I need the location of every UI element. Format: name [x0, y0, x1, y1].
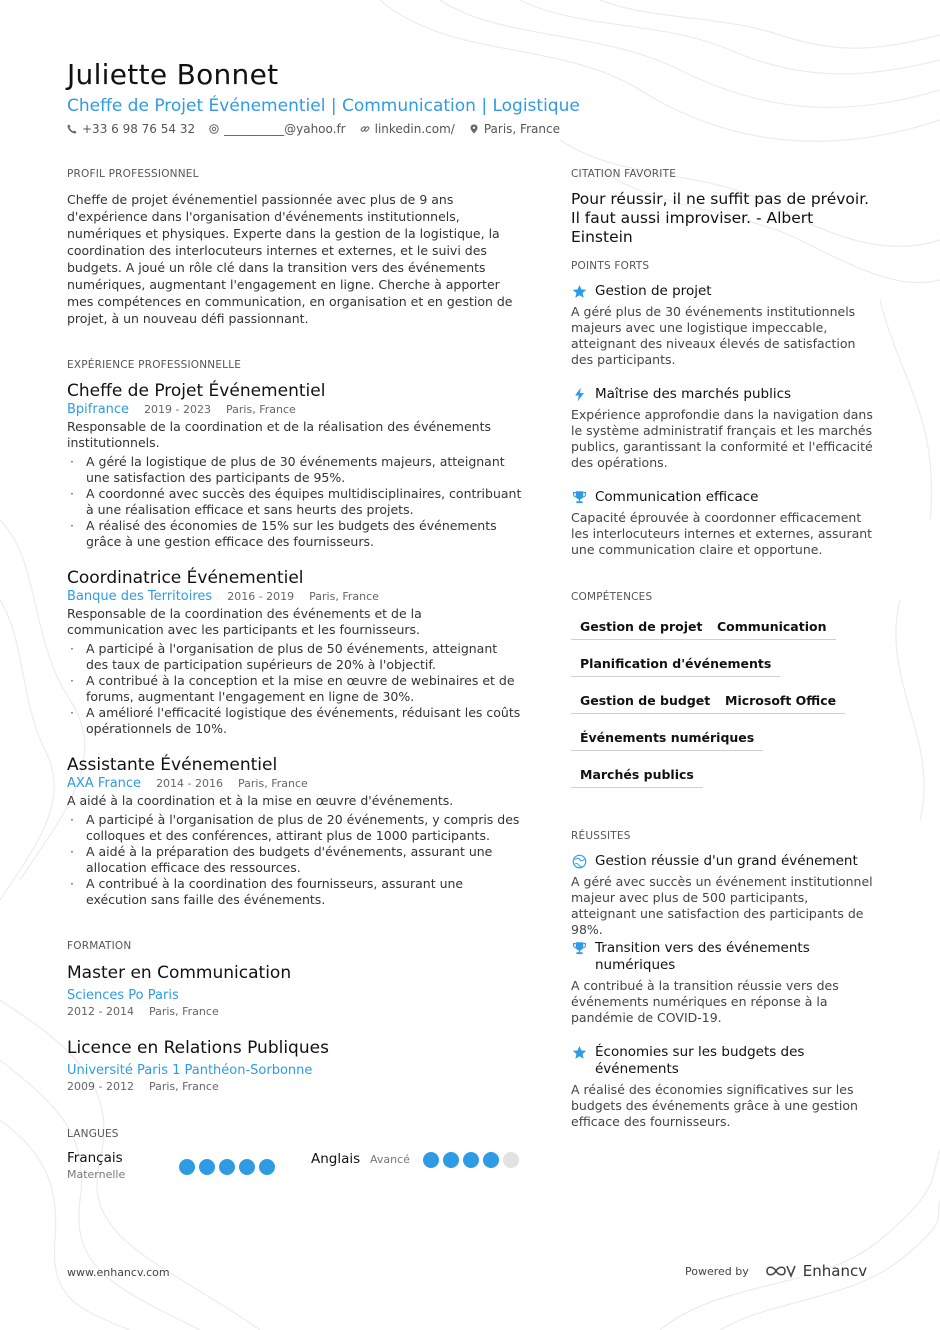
map-pin-icon: [469, 124, 479, 134]
profile-text: Cheffe de projet événementiel passionnée avec plus de 9 ans d'expérience dans l'organisation d'événements institutionnels, numériques et physiques. Experte dans la gestion de la logistique, la coordination des interlocuteurs internes et externes, et le suivi des budgets. A joué un rôle clé dans la transition vers des événements numériques, augmentant l'engagement en ligne. Cherche à apporter mes compétences en communication, en organisation et en gestion de projet, à un nouveau défi passionnant.: [67, 192, 513, 326]
candidate-name: Juliette Bonnet: [67, 58, 279, 91]
job-bullet: · A aidé à la préparation des budgets d'événements, assurant une allocation efficace des ressources.: [67, 844, 522, 876]
rating-dot-filled: [259, 1159, 275, 1175]
enhancv-logo-icon: [765, 1263, 797, 1279]
phone-contact[interactable]: [67, 122, 195, 136]
job-bullet: · A géré la logistique de plus de 30 événements majeurs, atteignant une satisfaction des participants de 95%.: [67, 454, 522, 486]
job-bullet: · A contribué à la conception et la mise en œuvre de webinaires et de forums, augmentant l'engagement en ligne de 30%.: [67, 673, 522, 705]
job-bullet: · A coordonné avec succès des équipes multidisciplinaires, contribuant à une réalisation efficace et sans heurts des projets.: [67, 486, 522, 518]
favorite-quote: Pour réussir, il ne suffit pas de prévoir. Il faut aussi improviser. - Albert Einstein: [571, 190, 870, 246]
language-level: Avancé: [370, 1153, 410, 1166]
rating-dot-filled: [483, 1152, 499, 1168]
job-company: Bpifrance: [67, 402, 130, 417]
job-bullet: · A participé à l'organisation de plus de 50 événements, atteignant des taux de participation supérieurs de 20% à l'objectif.: [67, 641, 522, 673]
skill-tag: Événements numériques: [571, 730, 763, 751]
job-meta: [67, 402, 296, 417]
strength-item: [571, 283, 876, 300]
star-icon: [572, 1045, 587, 1060]
language-rating: [179, 1159, 275, 1175]
job-location: Paris, France: [238, 777, 308, 790]
education-location: Paris, France: [148, 1005, 219, 1018]
job-description: Responsable de la coordination des événements et de la communication avec les participants et les fournisseurs.: [67, 606, 422, 637]
achievement-description: A réalisé des économies significatives sur les budgets des événements grâce à une gestion efficace des fournisseurs.: [571, 1082, 858, 1129]
job-bullet: · A contribué à la coordination des fournisseurs, assurant une exécution sans faille des événements.: [67, 876, 522, 908]
powered-by-text: Powered by: [685, 1264, 749, 1278]
rating-dot-filled: [199, 1159, 215, 1175]
achievement-title: Transition vers des événements numériques: [595, 940, 810, 973]
education-dates: 2009 - 2012: [67, 1080, 134, 1093]
achievements-heading: RÉUSSITES: [571, 830, 631, 842]
rating-dot-filled: [219, 1159, 235, 1175]
education-degree: Licence en Relations Publiques: [67, 1038, 329, 1058]
job-location: Paris, France: [309, 590, 379, 603]
location-text: Paris, France: [483, 122, 560, 136]
footer-website[interactable]: www.enhancv.com: [67, 1266, 170, 1279]
email-contact[interactable]: [209, 122, 346, 136]
rating-dot-filled: [423, 1152, 439, 1168]
job-bullet: · A réalisé des économies de 15% sur les budgets des événements grâce à une gestion efficace des fournisseurs.: [67, 518, 522, 550]
job-company: Banque des Territoires: [67, 589, 213, 604]
job-location: Paris, France: [226, 403, 296, 416]
strength-title: Gestion de projet: [595, 283, 712, 299]
job-bullet: · A amélioré l'efficacité logistique des événements, réduisant les coûts opérationnels de 10%.: [67, 705, 522, 737]
phone-text: +33 6 98 76 54 32: [82, 122, 196, 136]
job-title: Assistante Événementiel: [67, 755, 278, 775]
candidate-title: Cheffe de Projet Événementiel | Communication | Logistique: [67, 96, 580, 116]
job-description: Responsable de la coordination et de la réalisation des événements institutionnels.: [67, 419, 491, 450]
job-dates: 2014 - 2016: [156, 777, 224, 790]
education-location: Paris, France: [148, 1080, 219, 1093]
rating-dot-filled: [179, 1159, 195, 1175]
rating-dot-filled: [443, 1152, 459, 1168]
strength-description: Expérience approfondie dans la navigation dans le système administratif français et les marchés publics, garantissant la conformité et l'efficacité des opérations.: [571, 407, 873, 470]
education-dates: 2012 - 2014: [67, 1005, 134, 1018]
job-meta: [67, 776, 308, 791]
rating-dot-filled: [239, 1159, 255, 1175]
job-bullets: [67, 812, 522, 908]
brand-name: Enhancv: [802, 1262, 868, 1280]
education-heading: FORMATION: [67, 940, 132, 952]
star-icon: [572, 284, 587, 299]
skill-tag: Communication: [708, 619, 836, 640]
job-dates: 2019 - 2023: [144, 403, 212, 416]
achievement-description: A contribué à la transition réussie vers des événements numériques en réponse à la pandémie de COVID-19.: [571, 978, 839, 1025]
experience-heading: EXPÉRIENCE PROFESSIONNELLE: [67, 359, 242, 371]
job-bullet: · A participé à l'organisation de plus de 20 événements, y compris des colloques et des conférences, attirant plus de 1000 participants.: [67, 812, 522, 844]
linkedin-text: linkedin.com/: [374, 122, 455, 136]
at-icon: [209, 124, 219, 134]
strengths-heading: POINTS FORTS: [571, 260, 650, 272]
language-level: Maternelle: [67, 1168, 126, 1181]
linkedin-contact[interactable]: [360, 122, 455, 136]
achievement-item: [571, 940, 876, 974]
education-meta: [67, 1005, 219, 1018]
achievement-title: Économies sur les budgets des événements: [595, 1044, 805, 1077]
phone-icon: [67, 124, 77, 134]
location-contact: [469, 122, 560, 136]
email-text: __________@yahoo.fr: [224, 122, 346, 136]
education-school: Université Paris 1 Panthéon-Sorbonne: [67, 1063, 313, 1078]
languages-heading: LANGUES: [67, 1128, 119, 1140]
bolt-icon: [572, 387, 587, 402]
strength-item: [571, 489, 876, 506]
skills-heading: COMPÉTENCES: [571, 591, 653, 603]
job-description: A aidé à la coordination et à la mise en œuvre d'événements.: [67, 793, 454, 808]
education-meta: [67, 1080, 219, 1093]
quote-heading: CITATION FAVORITE: [571, 168, 677, 180]
profile-heading: PROFIL PROFESSIONNEL: [67, 168, 199, 180]
strength-description: Capacité éprouvée à coordonner efficacement les interlocuteurs internes et externes, assurant une communication claire et opportune.: [571, 510, 873, 557]
strength-title: Maîtrise des marchés publics: [595, 386, 792, 402]
achievement-item: [571, 1044, 876, 1078]
strength-title: Communication efficace: [595, 489, 759, 505]
link-icon: [360, 124, 370, 134]
brand-logo[interactable]: [765, 1262, 867, 1280]
job-dates: 2016 - 2019: [227, 590, 295, 603]
strength-item: [571, 386, 876, 403]
achievement-item: [571, 853, 876, 870]
job-meta: [67, 589, 379, 604]
trophy-icon: [572, 941, 587, 956]
job-title: Coordinatrice Événementiel: [67, 568, 304, 588]
language-name: Français: [67, 1150, 123, 1166]
skill-tag: Gestion de budget: [571, 693, 719, 714]
job-title: Cheffe de Projet Événementiel: [67, 381, 326, 401]
trophy-icon: [572, 490, 587, 505]
contact-bar: [67, 122, 560, 136]
job-bullets: [67, 454, 522, 550]
skill-tag: Planification d'événements: [571, 656, 780, 677]
globe-icon: [572, 854, 587, 869]
footer-branding: [685, 1262, 867, 1280]
education-school: Sciences Po Paris: [67, 988, 179, 1003]
skill-tag: Microsoft Office: [716, 693, 845, 714]
rating-dot-filled: [463, 1152, 479, 1168]
strength-description: A géré plus de 30 événements institutionnels majeurs avec une logistique impeccable, atteignant des niveaux élevés de satisfaction des participants.: [571, 304, 856, 367]
skill-tag: Marchés publics: [571, 767, 703, 788]
job-company: AXA France: [67, 776, 142, 791]
skill-tag: Gestion de projet: [571, 619, 712, 640]
job-bullets: [67, 641, 522, 737]
language-rating: [423, 1152, 519, 1168]
education-degree: Master en Communication: [67, 963, 292, 983]
rating-dot-empty: [503, 1152, 519, 1168]
achievement-description: A géré avec succès un événement institutionnel majeur avec plus de 500 participants, atteignant une satisfaction des participants de 98%.: [571, 874, 873, 937]
achievement-title: Gestion réussie d'un grand événement: [595, 853, 858, 869]
language-name: Anglais: [311, 1151, 361, 1167]
